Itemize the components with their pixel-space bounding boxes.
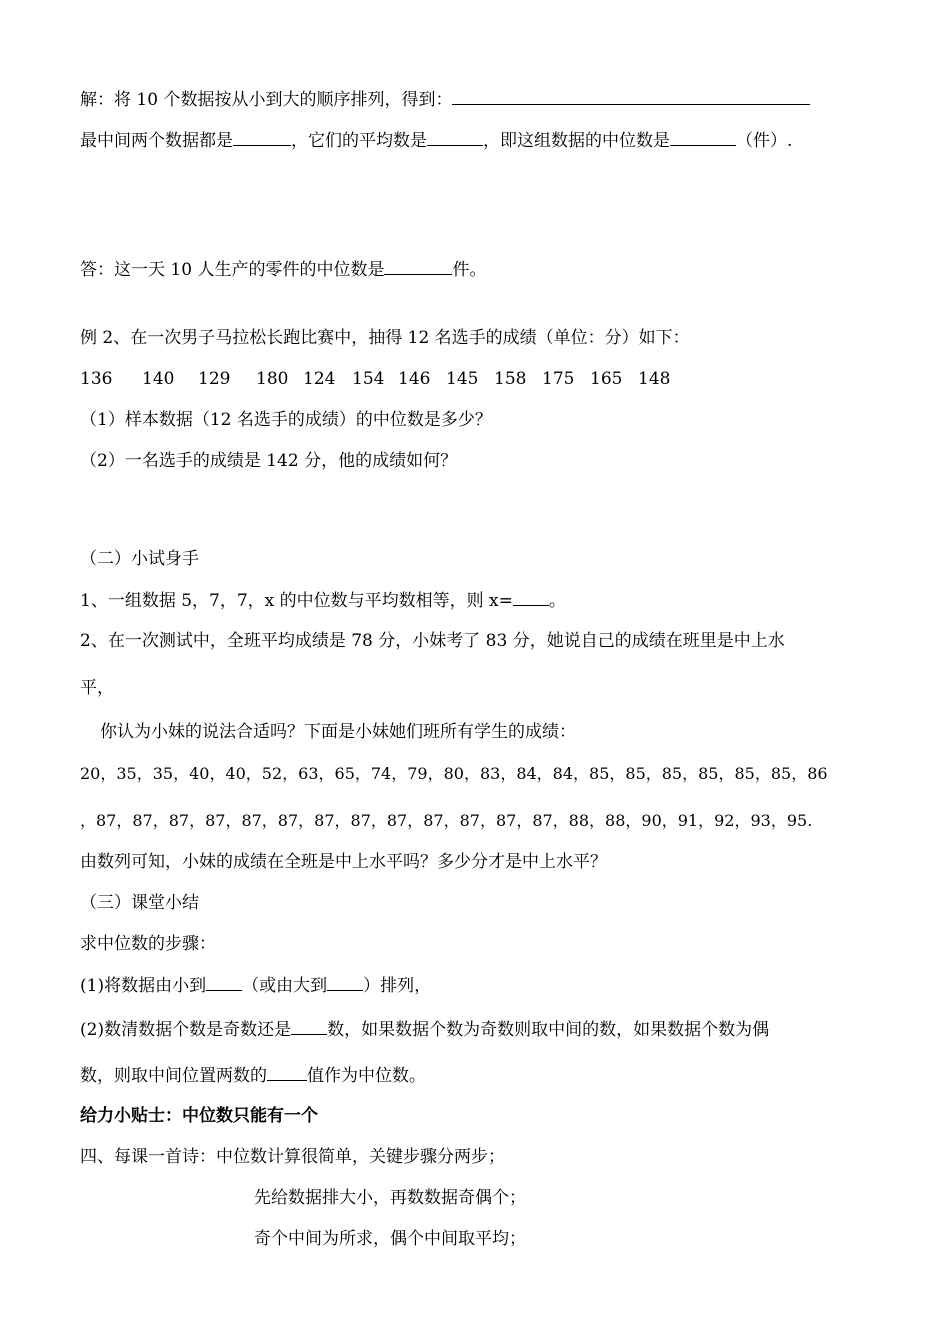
solution-line1-text: 解：将 10 个数据按从小到大的顺序排列，得到： (80, 90, 453, 110)
answer-blank (291, 1018, 327, 1035)
score-value: 129 (198, 369, 231, 389)
score-value: 148 (638, 369, 671, 389)
step-text: （或由大到 (242, 976, 328, 996)
score-value: 140 (142, 369, 175, 389)
poem-line-1: 四、每课一首诗：中位数计算很简单，关键步骤分两步； (80, 1147, 505, 1167)
score-value: 158 (494, 369, 527, 389)
step-text: 数，则取中间位置两数的 (80, 1066, 267, 1086)
score-value: 175 (542, 369, 575, 389)
answer-blank (206, 974, 242, 991)
section3-step-2 (80, 1018, 769, 1041)
section3-step-1 (80, 974, 431, 997)
score-value: 145 (446, 369, 479, 389)
section2-problem-2-question: 由数列可知，小妹的成绩在全班是中上水平吗？多少分才是中上水平？ (80, 852, 607, 872)
problem-text: 。 (548, 591, 566, 611)
solution-text: 最中间两个数据都是 (80, 131, 233, 151)
score-value: 124 (303, 369, 336, 389)
example2-intro: 例 2、在一次男子马拉松长跑比赛中，抽得 12 名选手的成绩（单位：分）如下： (80, 328, 690, 348)
score-value: 165 (590, 369, 623, 389)
answer-blank (427, 129, 483, 146)
solution-line-2 (80, 129, 792, 152)
solution-text: ，即这组数据的中位数是 (483, 131, 670, 151)
solution-text: ，它们的平均数是 (291, 131, 427, 151)
example2-question-1: （1）样本数据（12 名选手的成绩）的中位数是多少？ (80, 410, 492, 430)
scores-data-line-1: 20，35，35，40，40，52，63，65，74，79，80，83，84，84，85，85，85，85，85，85，86 (80, 764, 828, 783)
score-value: 136 (80, 369, 113, 389)
answer-blank (267, 1064, 307, 1081)
answer-blank (327, 974, 363, 991)
answer-blank (513, 589, 549, 606)
tip-text: 给力小贴士：中位数只能有一个 (80, 1106, 318, 1126)
section2-title: （二）小试身手 (80, 549, 199, 569)
section2-problem-1 (80, 589, 566, 612)
section2-problem-2-line1: 2、在一次测试中，全班平均成绩是 78 分，小妹考了 83 分，她说自己的成绩在班里是中上水 (80, 631, 785, 651)
score-value: 154 (352, 369, 385, 389)
answer-text: 答：这一天 10 人生产的零件的中位数是 (80, 260, 385, 280)
solution-text: （件）. (736, 131, 793, 151)
poem-line-2: 先给数据排大小，再数数据奇偶个； (254, 1188, 526, 1208)
section3-step-2-cont (80, 1064, 426, 1087)
section2-problem-2-line2: 平， (80, 678, 114, 698)
score-value: 180 (256, 369, 289, 389)
answer-blank (233, 129, 291, 146)
example2-question-2: （2）一名选手的成绩是 142 分，他的成绩如何？ (80, 451, 458, 471)
step-text: 值作为中位数。 (307, 1066, 426, 1086)
step-text: (2)数清数据个数是奇数还是 (80, 1020, 292, 1040)
example2-scores (80, 368, 670, 390)
step-text: ）排列， (363, 976, 432, 996)
score-value: 146 (398, 369, 431, 389)
answer-line (80, 258, 486, 281)
section3-title: （三）课堂小结 (80, 893, 199, 913)
section3-steps-title: 求中位数的步骤： (80, 934, 216, 954)
step-text: (1)将数据由小到 (80, 976, 207, 996)
scores-data-line-2: ，87，87，87，87，87，87，87，87，87，87，87，87，87，88，88，90，91，92，93，95. (80, 811, 813, 830)
solution-line-1 (80, 88, 810, 111)
answer-blank (384, 258, 452, 275)
step-text: 数，如果数据个数为奇数则取中间的数，如果数据个数为偶 (327, 1020, 770, 1040)
section2-problem-2-line3: 你认为小妹的说法合适吗？下面是小妹她们班所有学生的成绩： (100, 722, 576, 742)
answer-text: 件。 (452, 260, 487, 280)
poem-line-3: 奇个中间为所求，偶个中间取平均； (254, 1229, 526, 1249)
answer-blank (452, 88, 810, 105)
problem-text: 1、一组数据 5，7，7，x 的中位数与平均数相等，则 x= (80, 591, 513, 611)
answer-blank (670, 129, 736, 146)
